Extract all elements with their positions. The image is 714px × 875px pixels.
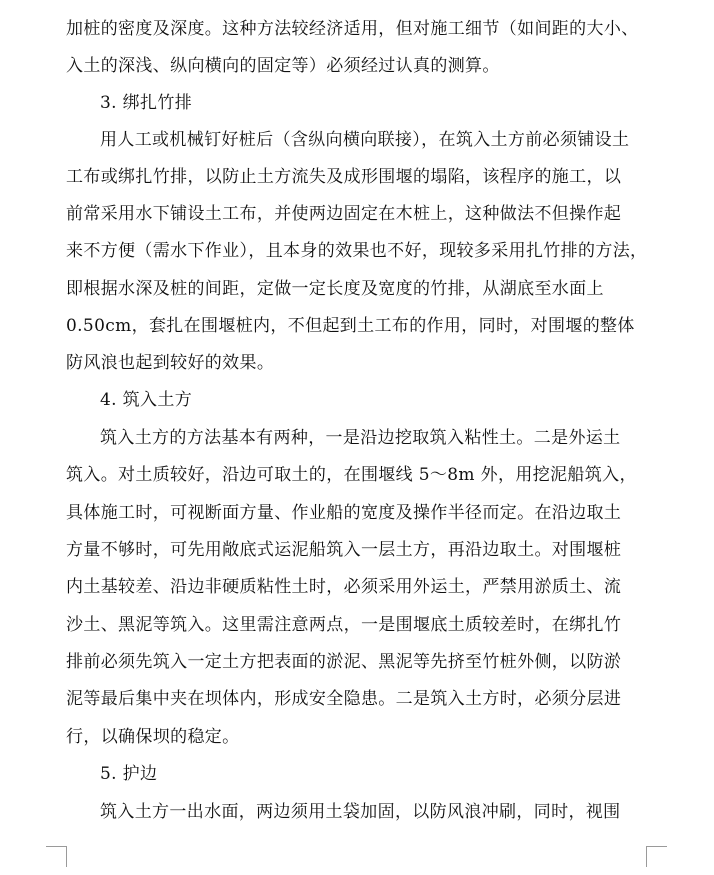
text-line: 筑入土方的方法基本有两种，一是沿边挖取筑入粘性土。二是外运土 <box>100 428 621 448</box>
text-line: 沙土、黑泥等筑入。这里需注意两点，一是围堰底土质较差时，在绑扎竹 <box>66 615 622 635</box>
text-line: 来不方便（需水下作业），且本身的效果也不好，现较多采用扎竹排的方法， <box>66 241 648 261</box>
section-heading: 5. 护边 <box>100 764 158 784</box>
text-line: 筑入土方一出水面，两边须用土袋加固，以防风浪冲刷，同时，视围 <box>100 802 621 822</box>
text-line: 筑入。对土质较好，沿边可取土的，在围堰线 5～8m 外，用挖泥船筑入， <box>66 465 637 485</box>
text-line: 具体施工时，可视断面方量、作业船的宽度及操作半径而定。在沿边取土 <box>66 503 622 523</box>
text-line: 入土的深浅、纵向横向的固定等）必须经过认真的测算。 <box>66 56 500 76</box>
text-line: 行，以确保坝的稳定。 <box>66 727 240 747</box>
text-line: 排前必须先筑入一定土方把表面的淤泥、黑泥等先挤至竹桩外侧，以防淤 <box>66 652 622 672</box>
text-line: 即根据水深及桩的间距，定做一定长度及宽度的竹排，从湖底至水面上 <box>66 279 604 299</box>
section-heading: 3. 绑扎竹排 <box>100 93 193 113</box>
margin-corner-mark-right <box>646 846 667 867</box>
margin-corner-mark-left <box>46 846 67 867</box>
text-line: 用人工或机械钉好桩后（含纵向横向联接），在筑入土方前必须铺设土 <box>100 130 630 150</box>
text-line: 防风浪也起到较好的效果。 <box>66 353 275 373</box>
section-heading: 4. 筑入土方 <box>100 390 193 410</box>
text-line: 工布或绑扎竹排，以防止土方流失及成形围堰的塌陷，该程序的施工，以 <box>66 167 622 187</box>
text-line: 内土基较差、沿边非硬质粘性土时，必须采用外运土，严禁用淤质土、流 <box>66 577 622 597</box>
text-line: 前常采用水下铺设土工布，并使两边固定在木桩上，这种做法不但操作起 <box>66 204 622 224</box>
text-line: 加桩的密度及深度。这种方法较经济适用，但对施工细节（如间距的大小、 <box>66 19 639 39</box>
text-line: 泥等最后集中夹在坝体内，形成安全隐患。二是筑入土方时，必须分层进 <box>66 689 622 709</box>
text-line: 方量不够时，可先用敞底式运泥船筑入一层土方，再沿边取土。对围堰桩 <box>66 540 622 560</box>
text-line: 0.50cm，套扎在围堰桩内，不但起到土工布的作用，同时，对围堰的整体 <box>66 316 635 336</box>
